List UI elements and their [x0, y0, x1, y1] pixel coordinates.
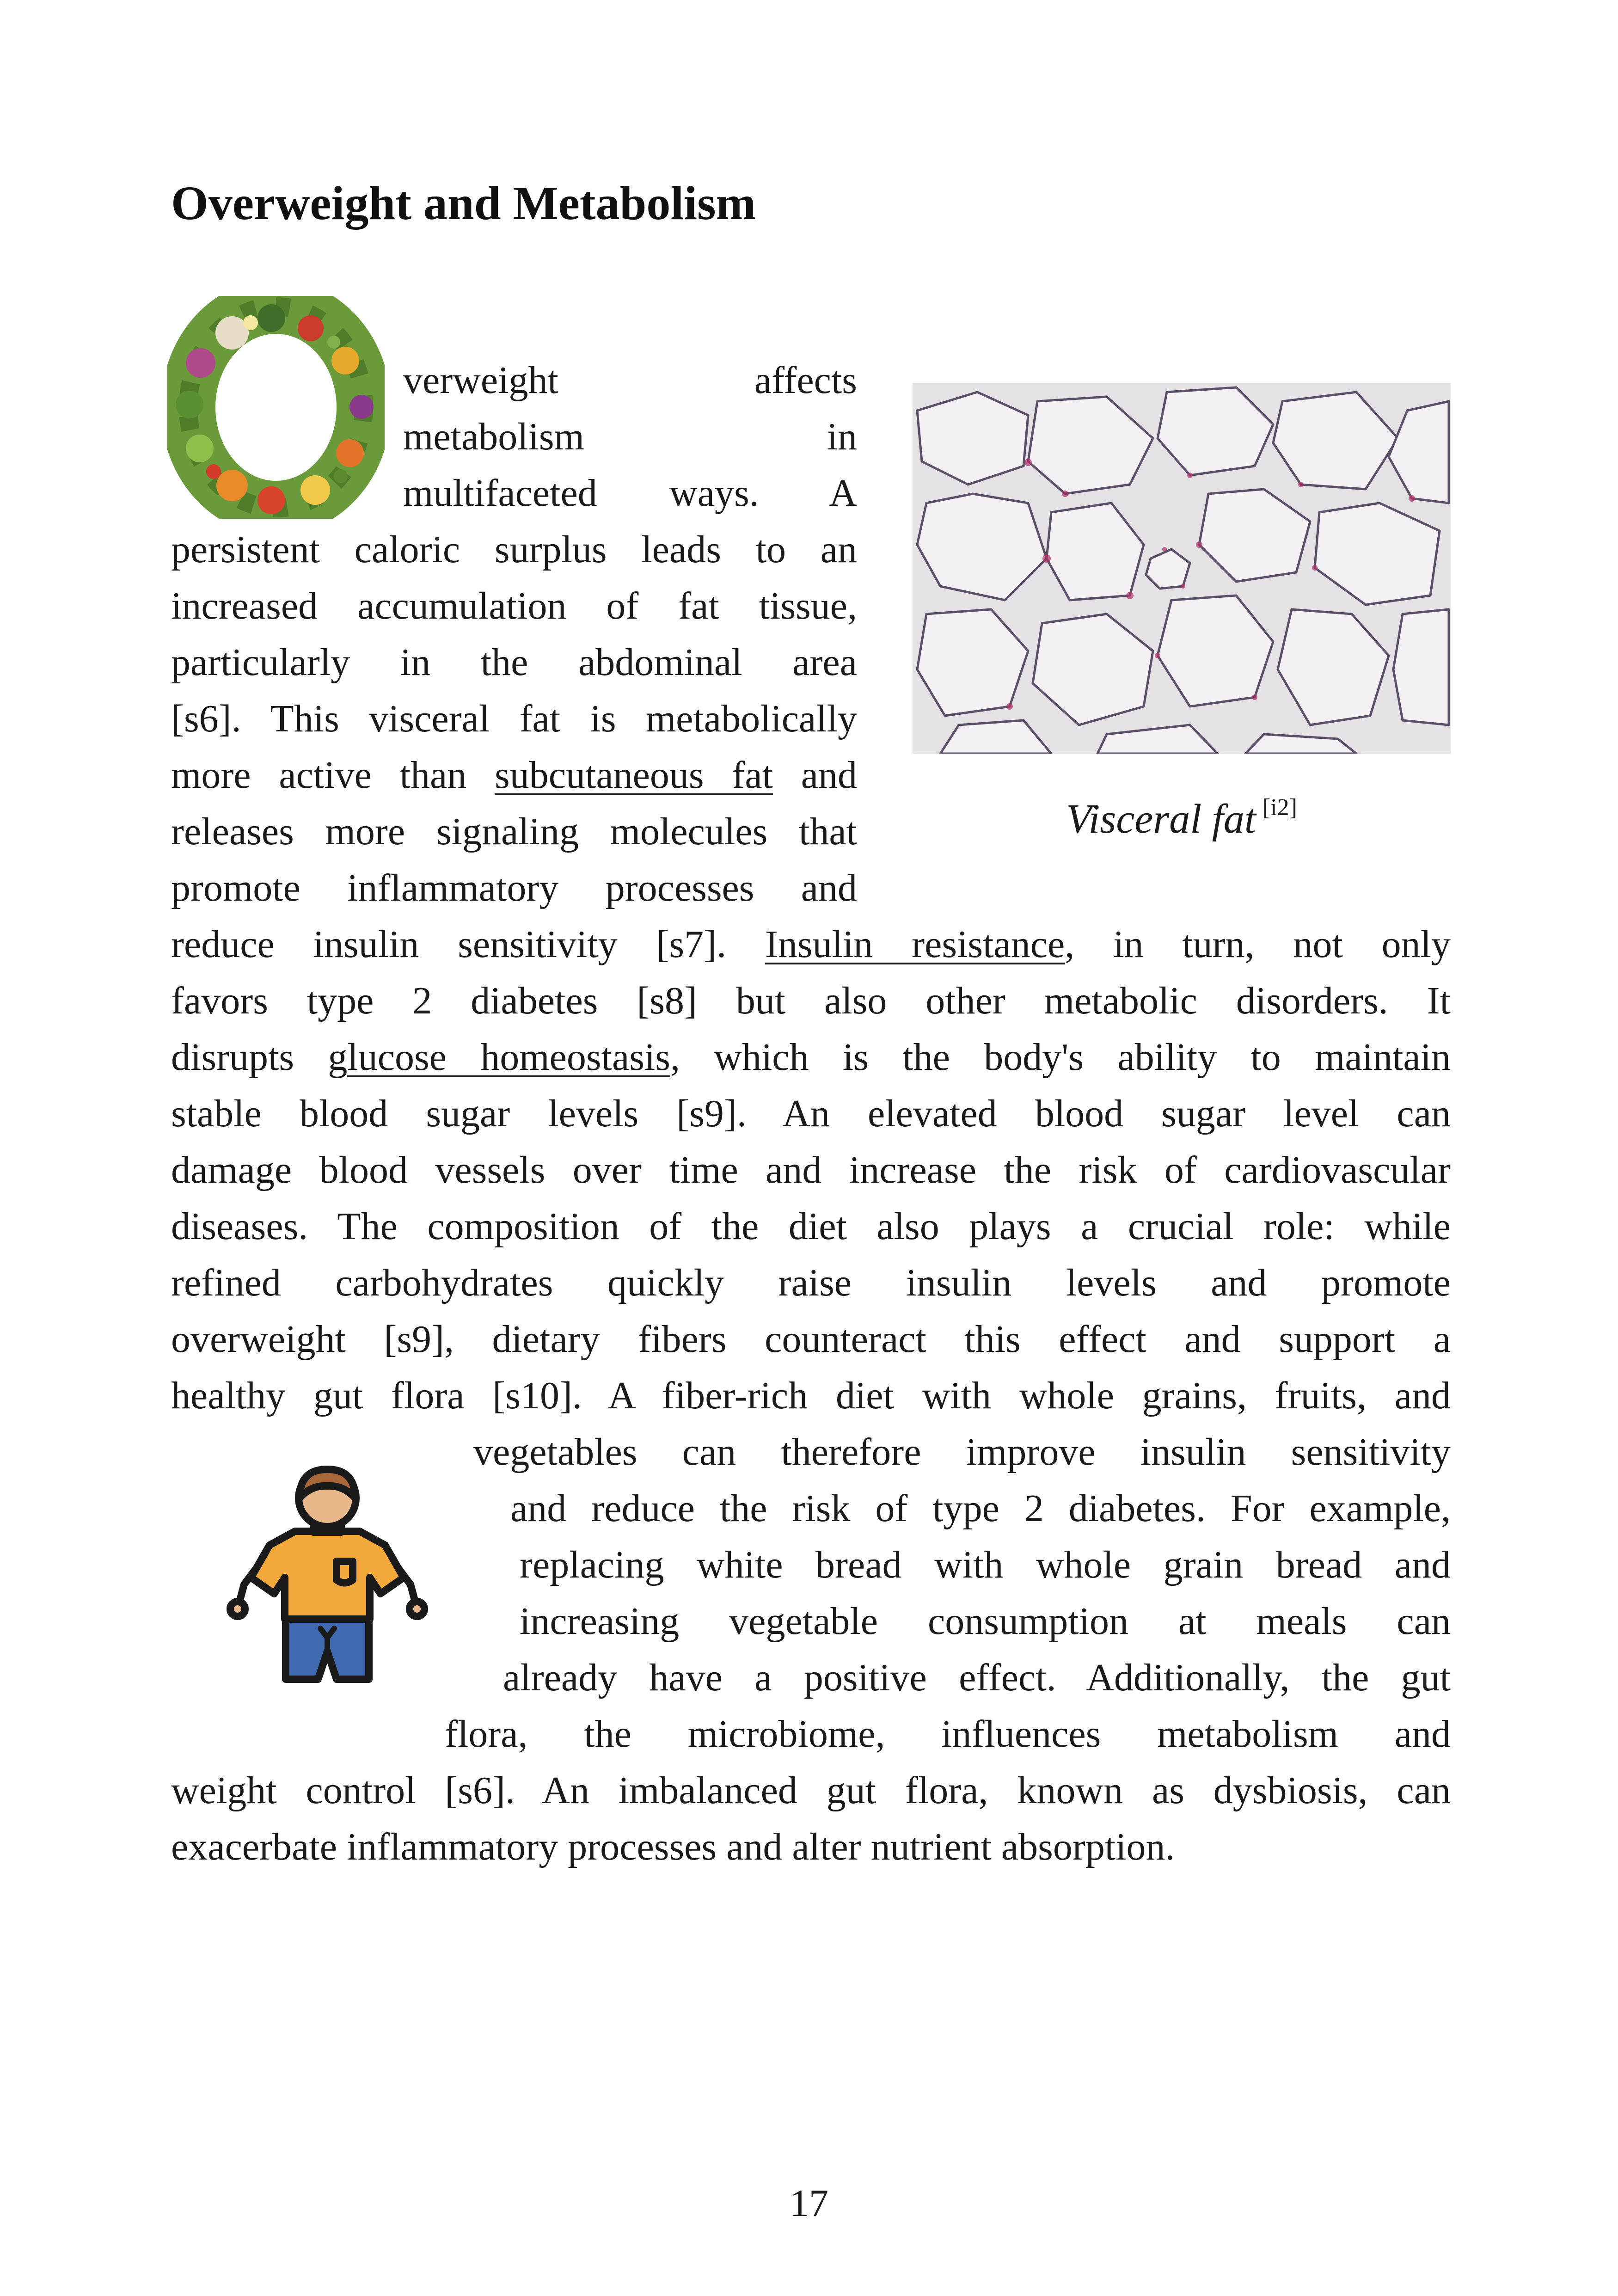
figure-caption [913, 793, 1451, 844]
body-line: particularly in the abdominal area [171, 641, 857, 684]
vegetable-letter-o-icon [167, 296, 385, 519]
body-line: exacerbate inflammatory processes and alter nutrient absorption. [171, 1825, 1175, 1868]
body-line: multifaceted ways. A [403, 472, 857, 515]
visceral-fat-image [913, 383, 1451, 754]
body-line: releases more signaling molecules that [171, 810, 857, 853]
body-line: already have a positive effect. Additionally, the gut [503, 1656, 1451, 1699]
body-line: replacing white bread with whole grain bread and [520, 1543, 1451, 1586]
body-line: and reduce the risk of type 2 diabetes. For example, [510, 1487, 1451, 1530]
body-line: increased accumulation of fat tissue, [171, 584, 857, 627]
body-line: flora, the microbiome, influences metabolism and [445, 1713, 1451, 1756]
body-line: overweight [s9], dietary fibers counteract this effect and support a [171, 1318, 1451, 1361]
body-line: healthy gut flora [s10]. A fiber-rich diet with whole grains, fruits, and [171, 1374, 1451, 1417]
subcutaneous-fat-link[interactable]: subcutaneous fat [495, 754, 773, 797]
caption-text: Visceral fat [1066, 796, 1256, 842]
person-icon [226, 1462, 429, 1684]
body-line: weight control [s6]. An imbalanced gut flora, known as dysbiosis, can [171, 1769, 1451, 1812]
body-line: promote inflammatory processes and [171, 866, 857, 909]
body-line: refined carbohydrates quickly raise insulin levels and promote [171, 1261, 1451, 1304]
page-title: Overweight and Metabolism [171, 177, 756, 230]
body-line: more active than subcutaneous fat and [171, 754, 858, 797]
body-line: reduce insulin sensitivity [s7]. Insulin resistance, in turn, not only [171, 923, 1451, 966]
body-line: stable blood sugar levels [s9]. An elevated blood sugar level can [171, 1092, 1451, 1135]
body-line: favors type 2 diabetes [s8] but also other metabolic disorders. It [171, 979, 1451, 1022]
glucose-homeostasis-link[interactable]: glucose homeostasis [328, 1036, 670, 1079]
caption-reference: [i2] [1262, 794, 1297, 821]
page-number: 17 [790, 2182, 828, 2225]
body-line: [s6]. This visceral fat is metabolically [171, 697, 857, 740]
body-line: persistent caloric surplus leads to an [171, 528, 857, 571]
body-line: damage blood vessels over time and increase the risk of cardiovascular [171, 1148, 1451, 1191]
body-line: vegetables can therefore improve insulin sensitivity [473, 1430, 1451, 1473]
body-line: diseases. The composition of the diet also plays a crucial role: while [171, 1205, 1451, 1248]
body-line: metabolism in [403, 415, 857, 458]
body-line: increasing vegetable consumption at meals can [520, 1600, 1451, 1643]
body-line: verweight affects [403, 359, 857, 402]
insulin-resistance-link[interactable]: Insulin resistance [765, 923, 1065, 966]
body-line: disrupts glucose homeostasis, which is the body's ability to maintain [171, 1036, 1451, 1079]
